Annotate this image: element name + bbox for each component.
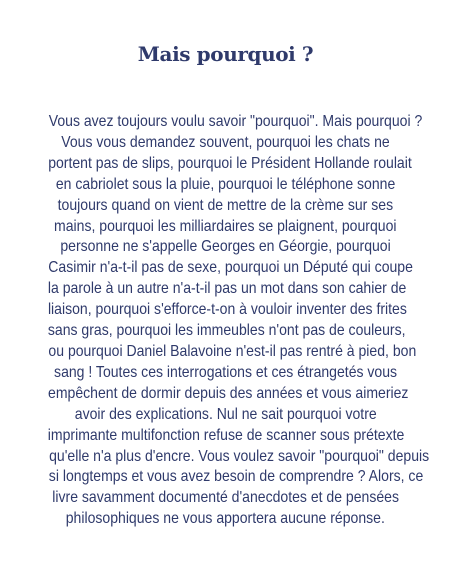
description-line: la parole à un autre n'a-t-il pas un mot dans son cahier de (47, 280, 407, 298)
description-line: Casimir n'a-t-il pas de sexe, pourquoi un Député qui coupe (48, 259, 413, 277)
description-line: livre savamment documenté d'anecdotes et de pensées (52, 489, 399, 507)
description-line: avoir des explications. Nul ne sait pourquoi votre (74, 405, 377, 423)
description-line: qu'elle n'a plus d'encre. Vous voulez savoir "pourquoi" depuis (49, 447, 430, 465)
description-line: sang ! Toutes ces interrogations et ces étrangetés vous (53, 363, 398, 381)
description-line: philosophiques ne vous apportera aucune réponse. (65, 510, 386, 528)
description-line: personne ne s'appelle Georges en Géorgie, pourquoi (60, 238, 391, 256)
description-line: imprimante multifonction refuse de scanner sous prétexte (47, 426, 405, 444)
page-title: Mais pourquoi ? (137, 42, 314, 66)
description-line: empêchent de dormir depuis des années et vous aimeriez (48, 384, 409, 402)
description-line: ou pourquoi Daniel Balavoine n'est-il pas rentré à pied, bon (48, 342, 417, 360)
description-line: en cabriolet sous la pluie, pourquoi le téléphone sonne (55, 175, 396, 193)
description-line: liaison, pourquoi s'efforce-t-on à vouloir inventer des frites (47, 301, 407, 319)
description-line: Vous avez toujours voulu savoir "pourquoi". Mais pourquoi ? (48, 113, 423, 130)
description-line: toujours quand on vient de mettre de la crème sur ses (57, 196, 394, 214)
description-line: sans gras, pourquoi les immeubles n'ont pas de couleurs, (47, 322, 406, 340)
description-line: Vous vous demandez souvent, pourquoi les chats ne (61, 133, 390, 151)
description-line: mains, pourquoi les milliardaires se plaignent, pourquoi (54, 217, 397, 235)
description-paragraph (28, 112, 430, 530)
description-line: si longtemps et vous avez besoin de comprendre ? Alors, ce (48, 468, 424, 486)
description-line: portent pas de slips, pourquoi le Président Hollande roulait (48, 154, 412, 172)
